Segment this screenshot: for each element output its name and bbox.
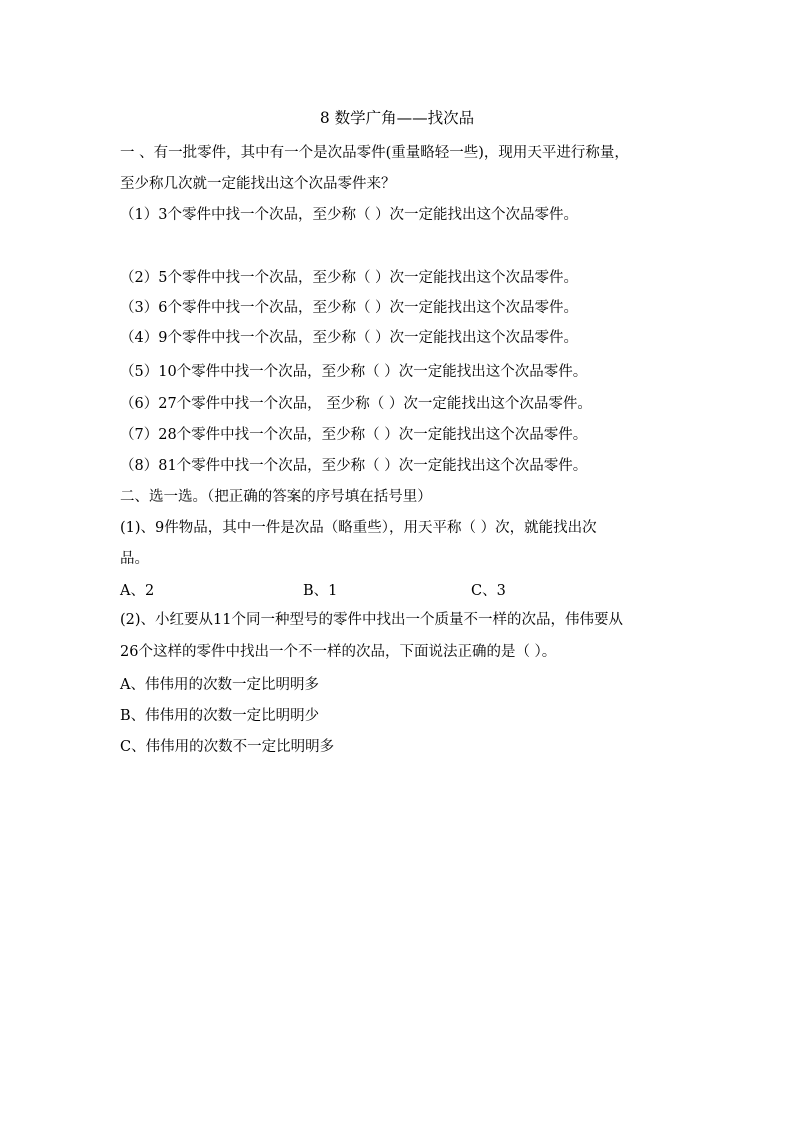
section1-item-5: （5）10个零件中找一个次品，至少称（ ）次一定能找出这个次品零件。 [120,364,588,380]
question2-line2: 26个这样的零件中找出一个不一样的次品，下面说法正确的是（ ）。 [120,644,557,660]
question2-option-c: C、伟伟用的次数不一定比明明多 [120,739,335,755]
section1-item-2: （2）5个零件中找一个次品，至少称（ ）次一定能找出这个次品零件。 [120,270,579,286]
section1-item-7: （7）28个零件中找一个次品，至少称（ ）次一定能找出这个次品零件。 [120,427,588,443]
question2-line1: (2)、小红要从11个同一种型号的零件中找出一个质量不一样的次品，伟伟要从 [120,612,623,628]
section1-heading-line1: 一 、有一批零件，其中有一个是次品零件(重量略轻一些)，现用天平进行称量， [120,145,629,161]
section1-item-8: （8）81个零件中找一个次品，至少称（ ）次一定能找出这个次品零件。 [120,458,588,474]
question1-option-a: A、2 [120,583,155,599]
question1-line2: 品。 [120,551,149,567]
question2-option-b: B、伟伟用的次数一定比明明少 [120,708,320,724]
section1-item-1: （1）3个零件中找一个次品，至少称（ ）次一定能找出这个次品零件。 [120,207,579,223]
question1-option-b: B、1 [303,583,338,599]
section2-heading: 二、选一选。（把正确的答案的序号填在括号里） [120,489,432,505]
section1-item-3: （3）6个零件中找一个次品，至少称（ ）次一定能找出这个次品零件。 [120,300,579,316]
question1-line1: (1)、9件物品，其中一件是次品（略重些），用天平称（ ）次，就能找出次 [120,520,597,536]
section1-heading-line2: 至少称几次就一定能找出这个次品零件来？ [120,176,396,192]
section1-item-4: （4）9个零件中找一个次品，至少称（ ）次一定能找出这个次品零件。 [120,330,579,346]
question1-option-c: C、3 [471,583,506,599]
page-title: 8 数学广角——找次品 [319,109,475,127]
section1-item-6: （6）27个零件中找一个次品， 至少称（ ）次一定能找出这个次品零件。 [120,396,592,412]
question2-option-a: A、伟伟用的次数一定比明明多 [120,677,319,693]
